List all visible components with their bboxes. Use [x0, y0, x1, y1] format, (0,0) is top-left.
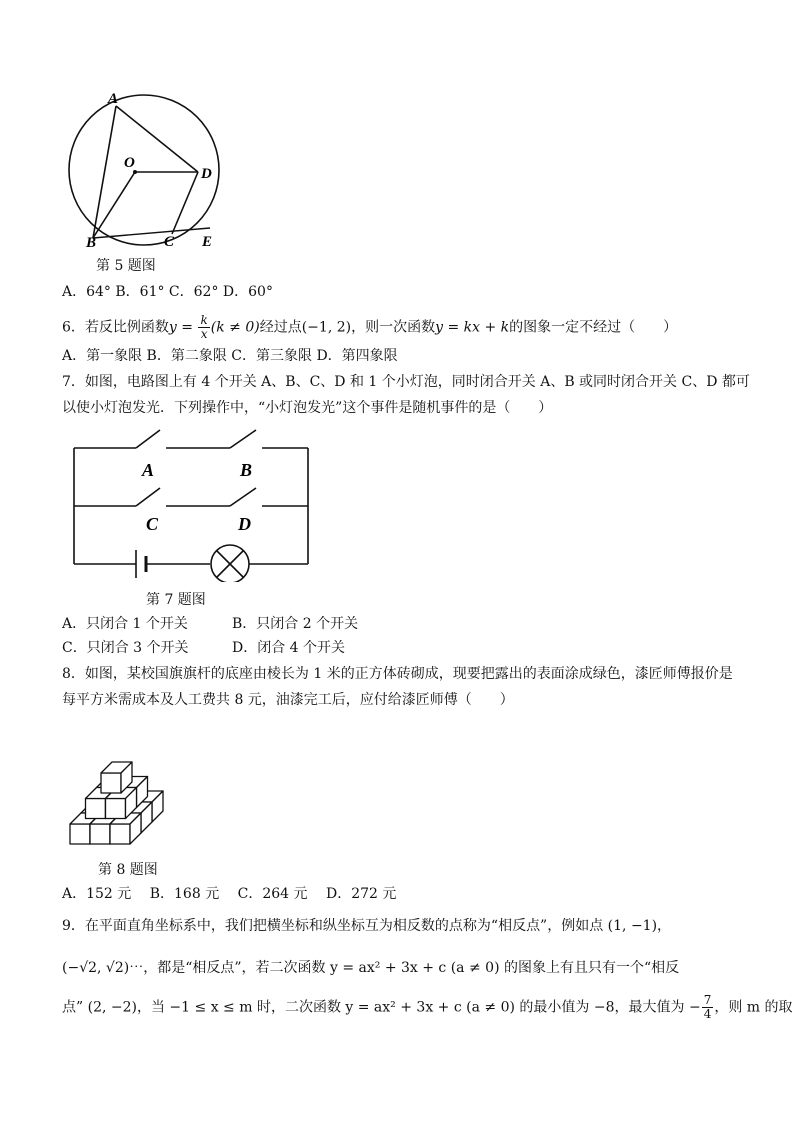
q9-line2: (−√2, √2)⋯，都是“相反点”，若二次函数 y = ax² + 3x + c (a ≠ 0) 的图象上有且只有一个“相反 — [62, 960, 680, 976]
q8-line2: 每平方米需成本及人工费共 8 元，油漆完工后，应付给漆匠师傅（ ） — [62, 692, 514, 708]
q7-option-c: C．只闭合 3 个开关 — [62, 640, 189, 656]
q6-stem: 6．若反比例函数y = $\frac{k}{x}$ (k ≠ 0)经过点(−1, 2)，则一次函数y = kx + k的图象一定不经过（ ） — [62, 313, 678, 341]
q7-option-b: B．只闭合 2 个开关 — [232, 616, 359, 632]
q8-line1: 8．如图，某校国旗旗杆的底座由棱长为 1 米的正方体砖砌成，现要把露出的表面涂成绿色，漆匠师傅报价是 — [62, 666, 733, 682]
cube-front-face — [90, 824, 110, 844]
q6-suffix: 的图象一定不经过（ ） — [509, 319, 678, 336]
label-C: C — [164, 234, 175, 250]
q7-line1: 7．如图，电路图上有 4 个开关 A、B、C、D 和 1 个小灯泡，同时闭合开关 A、B 或同时闭合开关 C、D 都可 — [62, 374, 750, 390]
q6-frac-num: k — [200, 313, 208, 327]
label-E: E — [202, 234, 213, 250]
figure-5-circle — [60, 88, 230, 250]
cube-front-face — [70, 824, 90, 844]
q7-option-d: D．闭合 4 个开关 — [232, 640, 346, 656]
switch-C-blade — [136, 488, 160, 506]
figure-8-caption: 第 8 题图 — [98, 862, 158, 878]
label-B: B — [86, 235, 97, 250]
q6-function: y = kx + k — [435, 319, 510, 336]
q7-line2: 以使小灯泡发光．下列操作中，“小灯泡发光”这个事件是随机事件的是（ ） — [62, 400, 553, 416]
switch-label-B: B — [240, 460, 253, 480]
q5-options: A．64° B．61° C．62° D．60° — [62, 284, 273, 300]
switch-label-D: D — [238, 514, 251, 534]
cube-front-face — [101, 773, 121, 793]
segment-AB — [93, 106, 116, 238]
q9-frac-den: 4 — [703, 1007, 712, 1021]
segment-DC — [172, 172, 198, 234]
cube-front-face — [106, 799, 126, 819]
q8-options: A．152 元 B．168 元 C．264 元 D．272 元 — [62, 886, 397, 902]
q7-option-a: A．只闭合 1 个开关 — [62, 616, 188, 632]
q9-frac-num: 7 — [703, 993, 712, 1007]
figure-5-caption: 第 5 题图 — [96, 258, 156, 274]
q9-line3-b: ，则 m 的取 — [714, 999, 793, 1016]
label-A: A — [108, 91, 119, 107]
figure-7-circuit — [66, 422, 316, 582]
q6-mid: 经过点 — [259, 319, 302, 336]
figure-8-cube-stack — [64, 714, 214, 854]
q9-fraction — [702, 994, 714, 1021]
switch-label-A: A — [142, 460, 155, 480]
q6-frac-den: x — [200, 327, 208, 341]
switch-A-blade — [136, 430, 160, 448]
q9-line1: 9．在平面直角坐标系中，我们把横坐标和纵坐标互为相反数的点称为“相反点”，例如点 (1, −1)， — [62, 918, 672, 934]
label-O: O — [124, 155, 135, 171]
switch-label-C: C — [146, 514, 159, 534]
q6-prefix: 6．若反比例函数 — [62, 319, 169, 336]
segment-BE — [93, 228, 210, 238]
q6-fraction — [198, 314, 209, 341]
label-D: D — [201, 166, 212, 182]
q6-condition: (k ≠ 0) — [210, 319, 260, 336]
cube-front-face — [86, 799, 106, 819]
q6-point: (−1, 2) — [301, 319, 352, 336]
figure-7-caption: 第 7 题图 — [146, 592, 206, 608]
q6-options: A．第一象限 B．第二象限 C．第三象限 D．第四象限 — [62, 348, 398, 364]
q9-line3-a: 点” (2, −2)，当 −1 ≤ x ≤ m 时，二次函数 y = ax² + 3x + c (a ≠ 0) 的最小值为 −8，最大值为 − — [62, 999, 701, 1016]
q6-mid2: ，则一次函数 — [351, 319, 436, 336]
switch-B-blade — [230, 430, 256, 448]
cube-front-face — [110, 824, 130, 844]
switch-D-blade — [230, 488, 256, 506]
q9-line3 — [62, 994, 793, 1021]
